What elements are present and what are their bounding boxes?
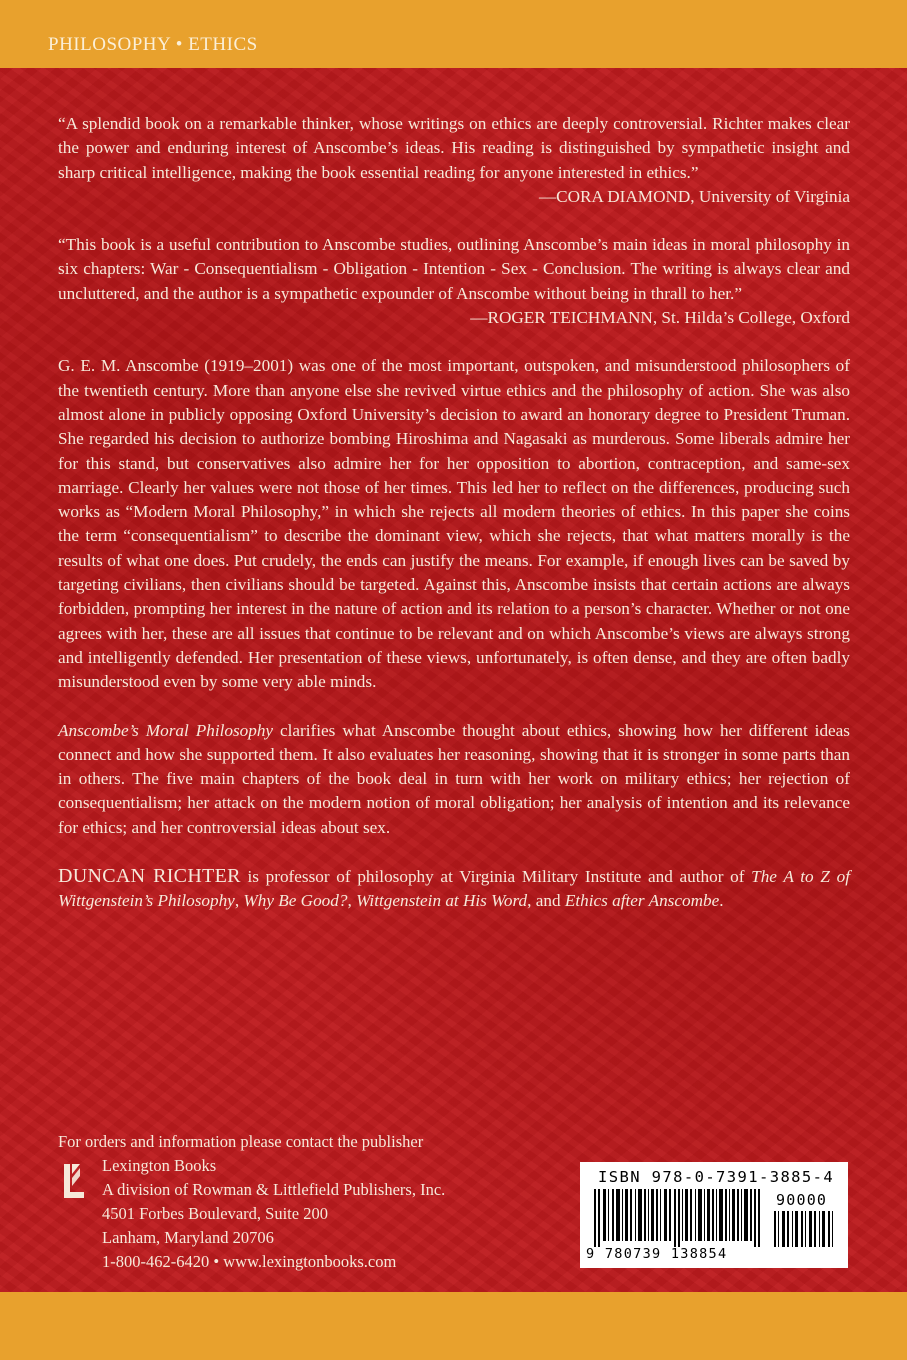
price-barcode-bars-icon [774,1211,836,1247]
publisher-division: A division of Rowman & Littlefield Publishers, Inc. [102,1180,446,1199]
blurb-quote-2: “This book is a useful contribution to Anscombe studies, outlining Anscombe’s main ideas in moral philosophy in six chapters: War - Consequentialism - Obligation - Intention - Sex - Conclusion. The writing is always clear and uncluttered, and the author is a sympathetic expounder of Anscombe without being in thrall to her.” [58,235,850,303]
isbn-text: ISBN 978-0-7391-3885-4 [598,1168,835,1186]
blurb-attribution-2: —ROGER TEICHMANN, St. Hilda’s College, Oxford [470,308,850,328]
ean-digits: 9 780739 138854 [586,1246,728,1262]
author-book-2: Why Be Good? [243,891,348,911]
publisher-info [58,1130,528,1274]
author-name: DUNCAN RICHTER [58,865,241,888]
publisher-street: 4501 Forbes Boulevard, Suite 200 [102,1204,328,1223]
summary-book-title: Anscombe’s Moral Philosophy [58,720,274,740]
lexington-books-logo-icon [58,1160,86,1204]
book-summary [58,719,850,840]
separator: , [234,891,244,911]
isbn-barcode [580,1162,848,1268]
top-band [0,0,907,68]
bottom-band [0,1292,907,1360]
author-bio-text: is professor of philosophy at Virginia Military Institute and author of [240,867,752,887]
publisher-contact: 1-800-462-6420 • www.lexingtonbooks.com [102,1252,397,1271]
blurb-attribution-1: —CORA DIAMOND, University of Virginia [538,186,850,206]
price-code: 90000 [776,1191,828,1209]
ean-barcode-bars-icon [594,1189,770,1247]
author-book-1: The A to Z of Wittgenstein’s Philosophy [58,867,850,911]
publisher-intro: For orders and information please contact the publisher [58,1132,424,1151]
publisher-city: Lanham, Maryland 20706 [102,1228,274,1247]
category-label: PHILOSOPHY • ETHICS [48,34,258,55]
back-cover-text [58,112,850,914]
separator: . [719,891,724,911]
publisher-name: Lexington Books [102,1156,217,1175]
separator: , and [527,891,565,911]
separator: , [347,891,357,911]
author-book-4: Ethics after Anscombe [564,891,720,911]
summary-text: clarifies what Anscombe thought about ethics, showing how her different ideas connect and how she supported them. It also evaluates her reasoning, showing that it is stronger in some parts than in others. The five main chapters of the book deal in turn with her work on military ethics; her rejection of consequentialism; her attack on the modern notion of moral obligation; her analysis of intention and its relevance for ethics; and her controversial ideas about sex. [58,720,850,837]
book-description: G. E. M. Anscombe (1919–2001) was one of the most important, outspoken, and misunderstood philosophers of the twentieth century. More than anyone else she revived virtue ethics and the philosophy of action. She was also almost alone in publicly opposing Oxford University’s decision to award an honorary degree to President Truman. She regarded his decision to authorize bombing Hiroshima and Nagasaki as murderous. Some liberals admire her for this stand, but conservatives also admire her for her opposition to abortion, contraception, and same-sex marriage. Clearly her values were not those of her times. This led her to reflect on the differences, producing such works as “Modern Moral Philosophy,” in which she rejects all modern theories of ethics. In this paper she coins the term “consequentialism” to describe the dominant view, which she rejects, that what matters morally is the results of what one does. Put crudely, the ends can justify the means. For example, if enough lives can be saved by targeting civilians, then civilians should be targeted. Against this, Anscombe insists that certain actions are always forbidden, prompting her interest in the nature of action and its relation to a person’s character. Whether or not one agrees with her, these are all issues that continue to be relevant and on which Anscombe’s views are always strong and intelligently defended. Her presentation of these views, unfortunately, is often dense, and they are often badly misunderstood even by some very able minds. [58,356,850,692]
blurb-quote-1: “A splendid book on a remarkable thinker, whose writings on ethics are deeply controversial. Richter makes clear the power and enduring interest of Anscombe’s ideas. His reading is distinguished by sympathetic insight and sharp critical intelligence, making the book essential reading for anyone interested in ethics.” [58,114,850,182]
author-book-3: Wittgenstein at His Word [356,891,528,911]
author-bio [58,864,850,914]
